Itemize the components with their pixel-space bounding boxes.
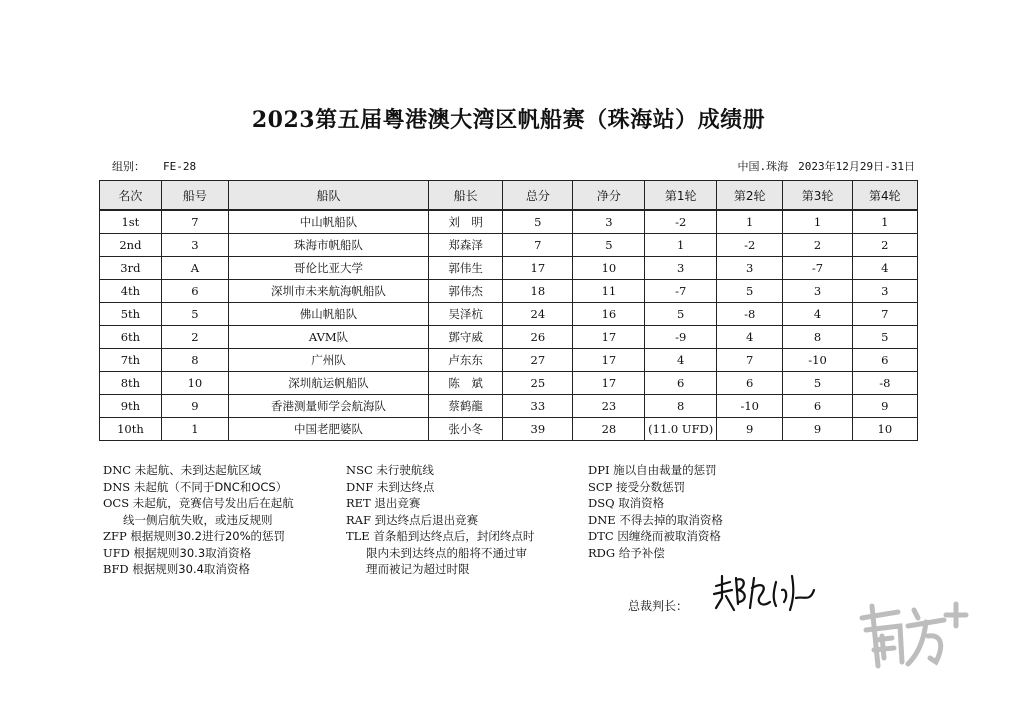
legend-code: RET bbox=[346, 496, 375, 510]
group-label: 组别： bbox=[112, 160, 145, 173]
table-cell: 3 bbox=[645, 257, 717, 280]
legend-item bbox=[103, 479, 294, 496]
table-cell: 8th bbox=[100, 372, 162, 395]
legend-text: 给予补偿 bbox=[618, 545, 665, 560]
table-cell: 6 bbox=[645, 372, 717, 395]
table-cell: -9 bbox=[645, 326, 717, 349]
table-cell: 17 bbox=[573, 349, 645, 372]
table-cell: -10 bbox=[717, 395, 783, 418]
table-cell: 2nd bbox=[100, 234, 162, 257]
table-cell: 27 bbox=[503, 349, 573, 372]
table-cell: 39 bbox=[503, 418, 573, 441]
table-cell: 中山帆船队 bbox=[229, 210, 429, 234]
legend-item bbox=[103, 512, 294, 529]
table-cell: 深圳航运帆船队 bbox=[229, 372, 429, 395]
table-cell: 5 bbox=[645, 303, 717, 326]
legend-code: SCP bbox=[588, 479, 617, 494]
legend-text: 根据规则30.3取消资格 bbox=[133, 545, 252, 560]
table-cell: A bbox=[161, 257, 228, 280]
table-cell: 6 bbox=[852, 349, 917, 372]
table-cell: 珠海市帆船队 bbox=[229, 234, 429, 257]
table-cell: 佛山帆船队 bbox=[229, 303, 429, 326]
legend-code: UFD bbox=[103, 545, 134, 560]
table-cell: 9 bbox=[161, 395, 228, 418]
legend-item bbox=[346, 512, 534, 529]
legend-text: 线一侧启航失败，或违反规则 bbox=[123, 512, 273, 527]
legend-code: DTC bbox=[588, 529, 618, 543]
table-cell: 3 bbox=[161, 234, 228, 257]
table-cell: 5th bbox=[100, 303, 162, 326]
table-row bbox=[100, 372, 918, 395]
table-cell: 卢东东 bbox=[429, 349, 503, 372]
legend-text: 未起航、未到达起航区域 bbox=[134, 463, 262, 477]
chief-judge-label: 总裁判长： bbox=[628, 599, 689, 613]
legend-item bbox=[346, 561, 534, 578]
legend-item bbox=[588, 462, 723, 479]
column-header: 第4轮 bbox=[852, 181, 917, 211]
table-cell: 4th bbox=[100, 280, 162, 303]
legend-text: 未起航（不同于DNC和OCS） bbox=[133, 479, 288, 494]
legend-text: 根据规则30.2进行20%的惩罚 bbox=[130, 529, 286, 543]
legend-item bbox=[346, 462, 534, 479]
table-cell: 3 bbox=[717, 257, 783, 280]
table-cell: 郭伟杰 bbox=[429, 280, 503, 303]
legend-item bbox=[346, 495, 534, 512]
table-cell: 23 bbox=[573, 395, 645, 418]
table-cell: -8 bbox=[717, 303, 783, 326]
legend-code: DSQ bbox=[588, 496, 619, 510]
table-cell: 9 bbox=[852, 395, 917, 418]
legend-column-2 bbox=[346, 462, 534, 578]
legend-item bbox=[103, 495, 294, 512]
table-cell: 6 bbox=[161, 280, 228, 303]
table-row bbox=[100, 257, 918, 280]
legend-item bbox=[346, 545, 534, 562]
table-cell: 张小冬 bbox=[429, 418, 503, 441]
table-cell: 7 bbox=[503, 234, 573, 257]
event-date: 2023年12月29日-31日 bbox=[798, 160, 915, 173]
table-cell: 5 bbox=[503, 210, 573, 234]
table-cell: 9 bbox=[717, 418, 783, 441]
table-cell: 7 bbox=[717, 349, 783, 372]
table-header-row bbox=[100, 181, 918, 211]
legend-code: BFD bbox=[103, 562, 133, 576]
legend-text: 未起航，竞赛信号发出后在起航 bbox=[132, 496, 294, 510]
table-cell: 郑森泽 bbox=[429, 234, 503, 257]
table-cell: 9 bbox=[783, 418, 852, 441]
legend-code: OCS bbox=[103, 496, 133, 510]
legend-item bbox=[346, 528, 534, 545]
legend-code: NSC bbox=[346, 463, 377, 477]
table-cell: 1 bbox=[717, 210, 783, 234]
table-cell: 8 bbox=[161, 349, 228, 372]
group-value: FE-28 bbox=[163, 160, 197, 173]
legend-text: 未到达终点 bbox=[376, 479, 435, 494]
table-cell: 5 bbox=[783, 372, 852, 395]
event-info bbox=[728, 158, 915, 174]
table-cell: 28 bbox=[573, 418, 645, 441]
table-cell: 4 bbox=[852, 257, 917, 280]
table-cell: 3 bbox=[852, 280, 917, 303]
table-cell: 中国老肥婆队 bbox=[229, 418, 429, 441]
table-cell: 刘 明 bbox=[429, 210, 503, 234]
table-cell: -8 bbox=[852, 372, 917, 395]
legend-text: 到达终点后退出竞赛 bbox=[374, 512, 479, 527]
legend-text: 限内未到达终点的船将不通过审 bbox=[366, 545, 527, 560]
table-row bbox=[100, 210, 918, 234]
legend-text: 因缠绕而被取消资格 bbox=[617, 529, 721, 543]
table-cell: 25 bbox=[503, 372, 573, 395]
table-cell: 5 bbox=[573, 234, 645, 257]
table-cell: AVM队 bbox=[229, 326, 429, 349]
legend-text: 理而被记为超过时限 bbox=[366, 562, 470, 576]
table-cell: 8 bbox=[783, 326, 852, 349]
table-cell: 3 bbox=[573, 210, 645, 234]
table-cell: 5 bbox=[852, 326, 917, 349]
legend-item bbox=[103, 528, 294, 545]
column-header: 名次 bbox=[100, 181, 162, 211]
legend-column-1 bbox=[103, 462, 294, 578]
table-row bbox=[100, 280, 918, 303]
legend-item bbox=[346, 479, 534, 496]
legend-item bbox=[588, 528, 723, 545]
table-cell: 3 bbox=[783, 280, 852, 303]
legend-text: 接受分数惩罚 bbox=[616, 479, 686, 494]
table-cell: 6 bbox=[783, 395, 852, 418]
page-title: 2023第五届粤港澳大湾区帆船赛（珠海站）成绩册 bbox=[251, 107, 766, 133]
table-cell: -2 bbox=[645, 210, 717, 234]
legend-text: 首条船到达终点后，封闭终点时 bbox=[373, 529, 535, 543]
table-cell: 2 bbox=[852, 234, 917, 257]
table-cell: 7 bbox=[161, 210, 228, 234]
table-cell: 4 bbox=[783, 303, 852, 326]
legend-code: DNE bbox=[588, 512, 620, 527]
table-cell: 10th bbox=[100, 418, 162, 441]
table-cell: -7 bbox=[783, 257, 852, 280]
table-cell: -10 bbox=[783, 349, 852, 372]
signature-image bbox=[710, 568, 820, 622]
table-cell: 郭伟生 bbox=[429, 257, 503, 280]
legend-text: 取消资格 bbox=[618, 496, 665, 510]
legend-item bbox=[103, 561, 294, 578]
table-cell: 4 bbox=[645, 349, 717, 372]
legend-code: RAF bbox=[346, 512, 375, 527]
table-cell: 33 bbox=[503, 395, 573, 418]
table-cell: 吴泽杭 bbox=[429, 303, 503, 326]
legend-text: 不得去掉的取消资格 bbox=[619, 512, 723, 527]
legend-code: DNF bbox=[346, 479, 377, 494]
table-cell: 10 bbox=[573, 257, 645, 280]
column-header: 第1轮 bbox=[645, 181, 717, 211]
legend-column-3 bbox=[588, 462, 723, 561]
legend-text: 退出竞赛 bbox=[374, 496, 421, 510]
table-cell: 17 bbox=[573, 326, 645, 349]
table-cell: 8 bbox=[645, 395, 717, 418]
table-cell: 广州队 bbox=[229, 349, 429, 372]
table-cell: 4 bbox=[717, 326, 783, 349]
table-row bbox=[100, 395, 918, 418]
legend-item bbox=[103, 462, 294, 479]
legend-item bbox=[588, 545, 723, 562]
legend-item bbox=[588, 512, 723, 529]
table-cell: 24 bbox=[503, 303, 573, 326]
column-header: 第3轮 bbox=[783, 181, 852, 211]
table-cell: 7 bbox=[852, 303, 917, 326]
column-header: 总分 bbox=[503, 181, 573, 211]
table-cell: 7th bbox=[100, 349, 162, 372]
table-cell: 蔡鹤龍 bbox=[429, 395, 503, 418]
group-info bbox=[112, 158, 214, 174]
table-row bbox=[100, 326, 918, 349]
table-cell: 5 bbox=[161, 303, 228, 326]
table-cell: 18 bbox=[503, 280, 573, 303]
column-header: 船号 bbox=[161, 181, 228, 211]
table-cell: 17 bbox=[503, 257, 573, 280]
table-cell: 1 bbox=[645, 234, 717, 257]
table-cell: 5 bbox=[717, 280, 783, 303]
column-header: 第2轮 bbox=[717, 181, 783, 211]
table-cell: (11.0 UFD) bbox=[645, 418, 717, 441]
table-cell: 10 bbox=[161, 372, 228, 395]
results-table bbox=[99, 180, 918, 441]
legend-item bbox=[103, 545, 294, 562]
table-cell: 26 bbox=[503, 326, 573, 349]
legend-code: DNS bbox=[103, 479, 134, 494]
table-cell: 10 bbox=[852, 418, 917, 441]
table-cell: 11 bbox=[573, 280, 645, 303]
legend-code: ZFP bbox=[103, 529, 131, 543]
legend-text: 施以自由裁量的惩罚 bbox=[613, 463, 717, 477]
legend-code: TLE bbox=[346, 529, 374, 543]
column-header: 净分 bbox=[573, 181, 645, 211]
legend-code: DNC bbox=[103, 463, 135, 477]
table-cell: 2 bbox=[783, 234, 852, 257]
table-cell: -2 bbox=[717, 234, 783, 257]
column-header: 船长 bbox=[429, 181, 503, 211]
table-cell: 2 bbox=[161, 326, 228, 349]
table-cell: 哥伦比亚大学 bbox=[229, 257, 429, 280]
table-cell: 陈 斌 bbox=[429, 372, 503, 395]
table-cell: 3rd bbox=[100, 257, 162, 280]
legend-code: DPI bbox=[588, 463, 614, 477]
table-cell: 1 bbox=[161, 418, 228, 441]
table-cell: 6 bbox=[717, 372, 783, 395]
legend-item bbox=[588, 479, 723, 496]
table-cell: 香港测量师学会航海队 bbox=[229, 395, 429, 418]
table-cell: 6th bbox=[100, 326, 162, 349]
table-cell: 9th bbox=[100, 395, 162, 418]
table-row bbox=[100, 418, 918, 441]
legend-text: 未行驶航线 bbox=[376, 463, 434, 477]
table-body bbox=[100, 210, 918, 441]
table-cell: 深圳市未来航海帆船队 bbox=[229, 280, 429, 303]
table-row bbox=[100, 234, 918, 257]
legend-item bbox=[588, 495, 723, 512]
table-cell: -7 bbox=[645, 280, 717, 303]
table-cell: 1 bbox=[783, 210, 852, 234]
table-row bbox=[100, 349, 918, 372]
table-cell: 17 bbox=[573, 372, 645, 395]
table-cell: 鄧守威 bbox=[429, 326, 503, 349]
table-cell: 16 bbox=[573, 303, 645, 326]
legend-code: RDG bbox=[588, 545, 619, 560]
column-header: 船队 bbox=[229, 181, 429, 211]
table-cell: 1st bbox=[100, 210, 162, 234]
nanfang-plus-watermark bbox=[852, 596, 972, 680]
table-cell: 1 bbox=[852, 210, 917, 234]
event-location: 中国.珠海 bbox=[737, 160, 789, 173]
legend-text: 根据规则30.4取消资格 bbox=[132, 562, 250, 576]
table-row bbox=[100, 303, 918, 326]
